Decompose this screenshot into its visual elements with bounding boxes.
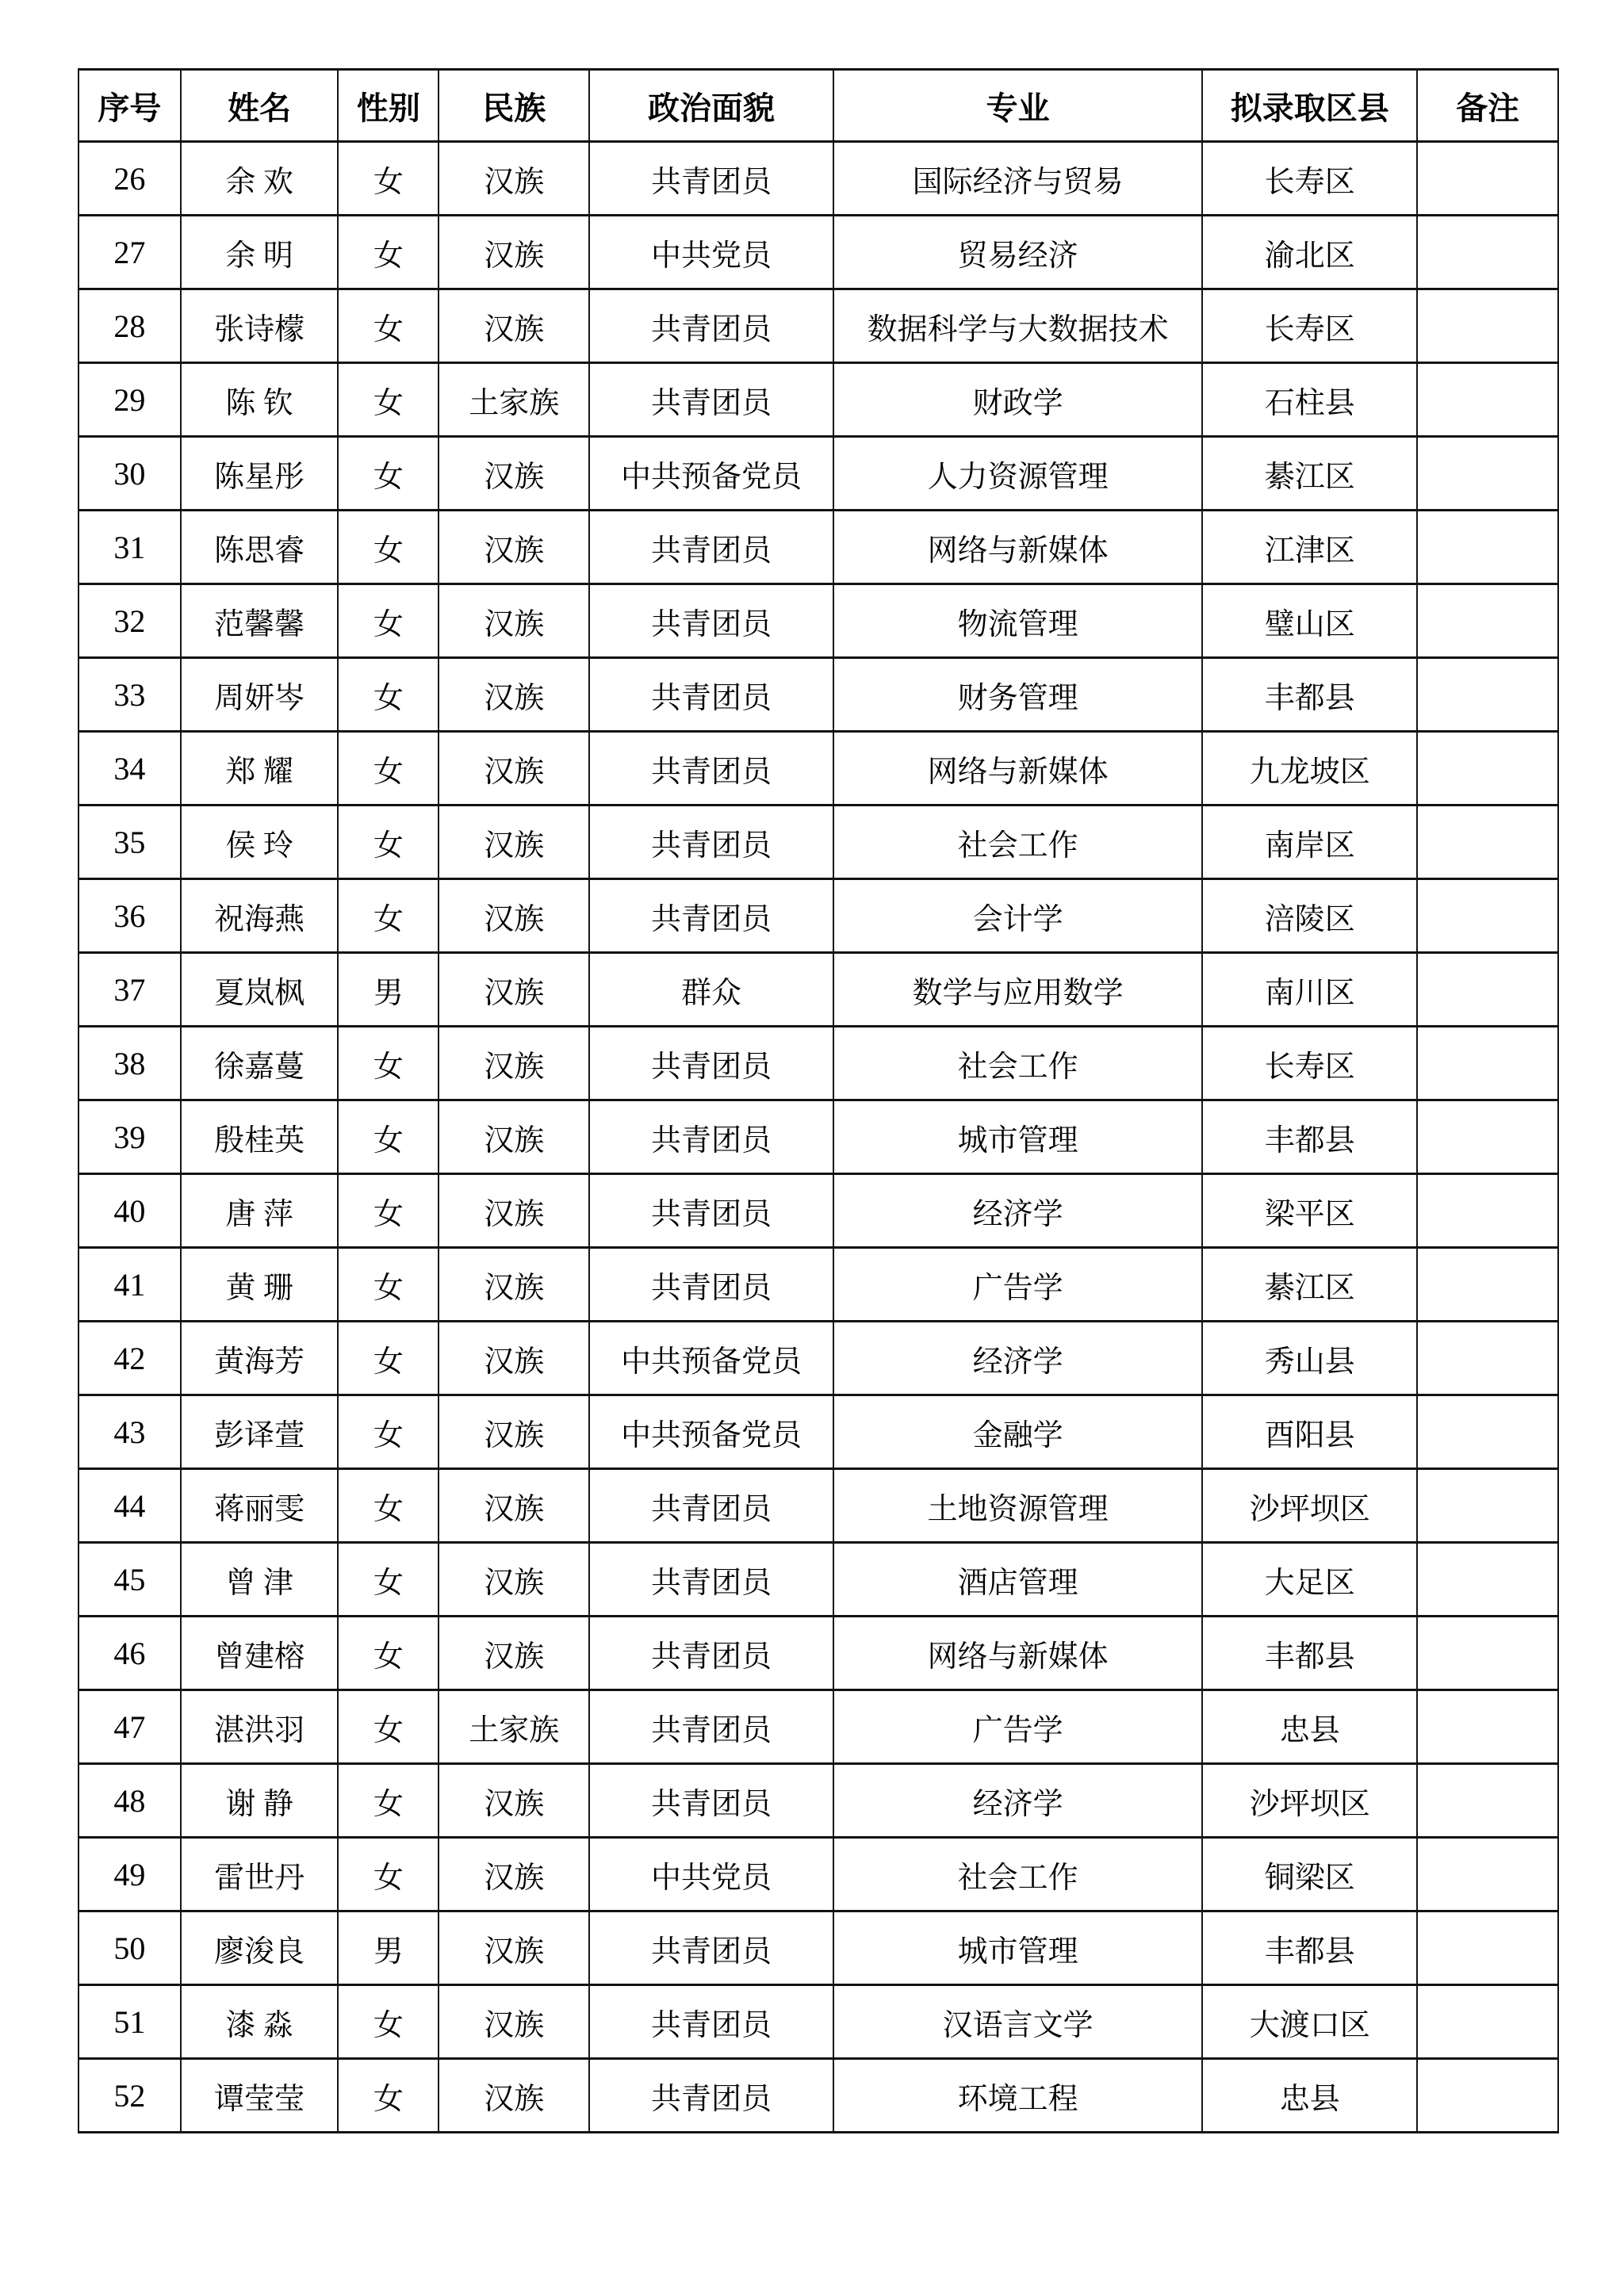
cell-political: 群众 xyxy=(589,953,833,1027)
cell-district: 长寿区 xyxy=(1202,1027,1417,1100)
cell-gender: 女 xyxy=(338,1395,439,1469)
cell-ethnicity: 汉族 xyxy=(439,806,589,879)
cell-major: 网络与新媒体 xyxy=(833,732,1203,806)
cell-political: 共青团员 xyxy=(589,1543,833,1617)
cell-district: 丰都县 xyxy=(1202,658,1417,732)
table-row xyxy=(79,1838,1558,1911)
table-row xyxy=(79,2059,1558,2133)
table-body xyxy=(79,142,1558,2133)
cell-remark xyxy=(1417,806,1558,879)
cell-remark xyxy=(1417,1100,1558,1174)
cell-no: 39 xyxy=(79,1100,181,1174)
cell-gender: 女 xyxy=(338,1248,439,1322)
cell-no: 51 xyxy=(79,1985,181,2059)
cell-district: 璧山区 xyxy=(1202,584,1417,658)
cell-no: 26 xyxy=(79,142,181,216)
cell-remark xyxy=(1417,732,1558,806)
cell-gender: 女 xyxy=(338,658,439,732)
table-row xyxy=(79,1248,1558,1322)
cell-ethnicity: 汉族 xyxy=(439,953,589,1027)
cell-political: 共青团员 xyxy=(589,1174,833,1248)
cell-major: 酒店管理 xyxy=(833,1543,1203,1617)
cell-major: 广告学 xyxy=(833,1248,1203,1322)
cell-major: 社会工作 xyxy=(833,1027,1203,1100)
cell-political: 中共预备党员 xyxy=(589,437,833,511)
cell-ethnicity: 土家族 xyxy=(439,363,589,437)
cell-gender: 女 xyxy=(338,2059,439,2133)
cell-no: 34 xyxy=(79,732,181,806)
cell-remark xyxy=(1417,1543,1558,1617)
cell-gender: 女 xyxy=(338,1690,439,1764)
table-row xyxy=(79,1469,1558,1543)
cell-gender: 女 xyxy=(338,1617,439,1690)
cell-political: 共青团员 xyxy=(589,2059,833,2133)
cell-name: 漆 淼 xyxy=(181,1985,339,2059)
cell-gender: 女 xyxy=(338,142,439,216)
column-header-no: 序号 xyxy=(79,70,181,142)
cell-ethnicity: 汉族 xyxy=(439,1100,589,1174)
cell-gender: 男 xyxy=(338,1911,439,1985)
table-header-row xyxy=(79,70,1558,142)
table-row xyxy=(79,289,1558,363)
cell-name: 陈思睿 xyxy=(181,511,339,584)
cell-no: 52 xyxy=(79,2059,181,2133)
table-row xyxy=(79,806,1558,879)
table-row xyxy=(79,437,1558,511)
cell-no: 41 xyxy=(79,1248,181,1322)
cell-district: 铜梁区 xyxy=(1202,1838,1417,1911)
cell-major: 广告学 xyxy=(833,1690,1203,1764)
cell-name: 曾建榕 xyxy=(181,1617,339,1690)
table-row xyxy=(79,658,1558,732)
cell-gender: 女 xyxy=(338,1469,439,1543)
cell-gender: 女 xyxy=(338,216,439,289)
cell-no: 45 xyxy=(79,1543,181,1617)
cell-remark xyxy=(1417,437,1558,511)
cell-major: 经济学 xyxy=(833,1764,1203,1838)
cell-gender: 女 xyxy=(338,1985,439,2059)
cell-district: 忠县 xyxy=(1202,1690,1417,1764)
cell-name: 陈星彤 xyxy=(181,437,339,511)
table-row xyxy=(79,732,1558,806)
cell-major: 社会工作 xyxy=(833,1838,1203,1911)
cell-district: 忠县 xyxy=(1202,2059,1417,2133)
cell-no: 44 xyxy=(79,1469,181,1543)
cell-remark xyxy=(1417,1985,1558,2059)
cell-name: 徐嘉蔓 xyxy=(181,1027,339,1100)
cell-gender: 女 xyxy=(338,1322,439,1395)
cell-ethnicity: 汉族 xyxy=(439,1027,589,1100)
cell-no: 50 xyxy=(79,1911,181,1985)
cell-political: 共青团员 xyxy=(589,1764,833,1838)
cell-remark xyxy=(1417,1911,1558,1985)
cell-remark xyxy=(1417,1617,1558,1690)
cell-district: 丰都县 xyxy=(1202,1100,1417,1174)
cell-ethnicity: 汉族 xyxy=(439,1543,589,1617)
cell-political: 共青团员 xyxy=(589,1617,833,1690)
cell-district: 长寿区 xyxy=(1202,289,1417,363)
cell-name: 蒋丽雯 xyxy=(181,1469,339,1543)
cell-remark xyxy=(1417,1838,1558,1911)
cell-name: 曾 津 xyxy=(181,1543,339,1617)
cell-no: 30 xyxy=(79,437,181,511)
cell-no: 33 xyxy=(79,658,181,732)
table-row xyxy=(79,511,1558,584)
cell-district: 南川区 xyxy=(1202,953,1417,1027)
cell-gender: 女 xyxy=(338,363,439,437)
cell-gender: 女 xyxy=(338,437,439,511)
cell-district: 沙坪坝区 xyxy=(1202,1469,1417,1543)
cell-major: 汉语言文学 xyxy=(833,1985,1203,2059)
cell-no: 31 xyxy=(79,511,181,584)
cell-name: 范馨馨 xyxy=(181,584,339,658)
cell-no: 46 xyxy=(79,1617,181,1690)
cell-name: 夏岚枫 xyxy=(181,953,339,1027)
cell-major: 网络与新媒体 xyxy=(833,1617,1203,1690)
cell-gender: 女 xyxy=(338,511,439,584)
cell-ethnicity: 汉族 xyxy=(439,2059,589,2133)
cell-major: 城市管理 xyxy=(833,1100,1203,1174)
cell-ethnicity: 汉族 xyxy=(439,1617,589,1690)
cell-ethnicity: 汉族 xyxy=(439,1248,589,1322)
cell-gender: 女 xyxy=(338,584,439,658)
cell-remark xyxy=(1417,1174,1558,1248)
cell-major: 国际经济与贸易 xyxy=(833,142,1203,216)
cell-political: 共青团员 xyxy=(589,806,833,879)
cell-ethnicity: 汉族 xyxy=(439,732,589,806)
cell-name: 黄海芳 xyxy=(181,1322,339,1395)
cell-remark xyxy=(1417,1469,1558,1543)
cell-major: 会计学 xyxy=(833,879,1203,953)
cell-name: 谭莹莹 xyxy=(181,2059,339,2133)
cell-political: 中共党员 xyxy=(589,216,833,289)
admission-roster-table xyxy=(78,68,1559,2133)
cell-name: 殷桂英 xyxy=(181,1100,339,1174)
table-row xyxy=(79,879,1558,953)
cell-no: 40 xyxy=(79,1174,181,1248)
cell-remark xyxy=(1417,1690,1558,1764)
cell-political: 共青团员 xyxy=(589,879,833,953)
cell-major: 社会工作 xyxy=(833,806,1203,879)
cell-gender: 女 xyxy=(338,1543,439,1617)
cell-remark xyxy=(1417,2059,1558,2133)
table-row xyxy=(79,1985,1558,2059)
cell-major: 数学与应用数学 xyxy=(833,953,1203,1027)
cell-name: 余 明 xyxy=(181,216,339,289)
column-header-ethnicity: 民族 xyxy=(439,70,589,142)
cell-district: 长寿区 xyxy=(1202,142,1417,216)
cell-political: 共青团员 xyxy=(589,732,833,806)
cell-gender: 女 xyxy=(338,1838,439,1911)
cell-name: 侯 玲 xyxy=(181,806,339,879)
cell-ethnicity: 汉族 xyxy=(439,1764,589,1838)
table-row xyxy=(79,1027,1558,1100)
cell-remark xyxy=(1417,289,1558,363)
cell-ethnicity: 汉族 xyxy=(439,289,589,363)
table-row xyxy=(79,363,1558,437)
cell-major: 金融学 xyxy=(833,1395,1203,1469)
cell-major: 城市管理 xyxy=(833,1911,1203,1985)
cell-remark xyxy=(1417,584,1558,658)
cell-remark xyxy=(1417,658,1558,732)
cell-remark xyxy=(1417,1395,1558,1469)
cell-gender: 女 xyxy=(338,1100,439,1174)
cell-political: 共青团员 xyxy=(589,1100,833,1174)
cell-district: 大渡口区 xyxy=(1202,1985,1417,2059)
cell-ethnicity: 汉族 xyxy=(439,1985,589,2059)
cell-political: 共青团员 xyxy=(589,363,833,437)
cell-name: 郑 耀 xyxy=(181,732,339,806)
cell-district: 丰都县 xyxy=(1202,1617,1417,1690)
cell-political: 共青团员 xyxy=(589,1985,833,2059)
cell-remark xyxy=(1417,953,1558,1027)
cell-no: 43 xyxy=(79,1395,181,1469)
cell-ethnicity: 汉族 xyxy=(439,1911,589,1985)
cell-no: 29 xyxy=(79,363,181,437)
cell-district: 秀山县 xyxy=(1202,1322,1417,1395)
table-row xyxy=(79,142,1558,216)
cell-name: 湛洪羽 xyxy=(181,1690,339,1764)
cell-no: 49 xyxy=(79,1838,181,1911)
cell-major: 经济学 xyxy=(833,1322,1203,1395)
cell-ethnicity: 汉族 xyxy=(439,1395,589,1469)
cell-remark xyxy=(1417,1764,1558,1838)
column-header-political: 政治面貌 xyxy=(589,70,833,142)
cell-gender: 男 xyxy=(338,953,439,1027)
cell-ethnicity: 汉族 xyxy=(439,216,589,289)
table-row xyxy=(79,1617,1558,1690)
cell-major: 物流管理 xyxy=(833,584,1203,658)
column-header-remark: 备注 xyxy=(1417,70,1558,142)
cell-gender: 女 xyxy=(338,732,439,806)
cell-political: 共青团员 xyxy=(589,1690,833,1764)
cell-district: 九龙坡区 xyxy=(1202,732,1417,806)
cell-district: 酉阳县 xyxy=(1202,1395,1417,1469)
cell-ethnicity: 汉族 xyxy=(439,1322,589,1395)
cell-gender: 女 xyxy=(338,1764,439,1838)
cell-political: 共青团员 xyxy=(589,1248,833,1322)
cell-district: 丰都县 xyxy=(1202,1911,1417,1985)
cell-remark xyxy=(1417,142,1558,216)
cell-political: 共青团员 xyxy=(589,511,833,584)
table-row xyxy=(79,1543,1558,1617)
cell-district: 綦江区 xyxy=(1202,1248,1417,1322)
table-row xyxy=(79,1395,1558,1469)
cell-major: 环境工程 xyxy=(833,2059,1203,2133)
table-row xyxy=(79,1911,1558,1985)
cell-no: 37 xyxy=(79,953,181,1027)
cell-ethnicity: 汉族 xyxy=(439,879,589,953)
column-header-name: 姓名 xyxy=(181,70,339,142)
table-row xyxy=(79,1100,1558,1174)
cell-name: 周妍岑 xyxy=(181,658,339,732)
cell-political: 共青团员 xyxy=(589,1911,833,1985)
cell-remark xyxy=(1417,1248,1558,1322)
table-row xyxy=(79,1322,1558,1395)
table-row xyxy=(79,1690,1558,1764)
cell-district: 涪陵区 xyxy=(1202,879,1417,953)
cell-district: 沙坪坝区 xyxy=(1202,1764,1417,1838)
cell-gender: 女 xyxy=(338,879,439,953)
cell-no: 28 xyxy=(79,289,181,363)
cell-major: 经济学 xyxy=(833,1174,1203,1248)
cell-remark xyxy=(1417,216,1558,289)
cell-ethnicity: 汉族 xyxy=(439,584,589,658)
table-row xyxy=(79,584,1558,658)
table-row xyxy=(79,1764,1558,1838)
cell-district: 大足区 xyxy=(1202,1543,1417,1617)
cell-ethnicity: 汉族 xyxy=(439,142,589,216)
cell-major: 财政学 xyxy=(833,363,1203,437)
cell-name: 廖浚良 xyxy=(181,1911,339,1985)
cell-major: 财务管理 xyxy=(833,658,1203,732)
cell-name: 陈 钦 xyxy=(181,363,339,437)
cell-ethnicity: 土家族 xyxy=(439,1690,589,1764)
cell-political: 共青团员 xyxy=(589,658,833,732)
table-row xyxy=(79,953,1558,1027)
cell-no: 27 xyxy=(79,216,181,289)
cell-district: 綦江区 xyxy=(1202,437,1417,511)
cell-major: 人力资源管理 xyxy=(833,437,1203,511)
cell-remark xyxy=(1417,363,1558,437)
cell-major: 贸易经济 xyxy=(833,216,1203,289)
cell-ethnicity: 汉族 xyxy=(439,1838,589,1911)
cell-remark xyxy=(1417,1027,1558,1100)
cell-no: 36 xyxy=(79,879,181,953)
cell-ethnicity: 汉族 xyxy=(439,437,589,511)
cell-remark xyxy=(1417,1322,1558,1395)
cell-name: 雷世丹 xyxy=(181,1838,339,1911)
cell-district: 江津区 xyxy=(1202,511,1417,584)
cell-no: 32 xyxy=(79,584,181,658)
cell-political: 中共预备党员 xyxy=(589,1322,833,1395)
cell-ethnicity: 汉族 xyxy=(439,1469,589,1543)
cell-name: 祝海燕 xyxy=(181,879,339,953)
cell-remark xyxy=(1417,511,1558,584)
cell-no: 35 xyxy=(79,806,181,879)
column-header-major: 专业 xyxy=(833,70,1203,142)
cell-ethnicity: 汉族 xyxy=(439,658,589,732)
column-header-district: 拟录取区县 xyxy=(1202,70,1417,142)
cell-political: 共青团员 xyxy=(589,584,833,658)
cell-district: 梁平区 xyxy=(1202,1174,1417,1248)
cell-gender: 女 xyxy=(338,806,439,879)
cell-major: 网络与新媒体 xyxy=(833,511,1203,584)
table-row xyxy=(79,216,1558,289)
cell-no: 48 xyxy=(79,1764,181,1838)
cell-gender: 女 xyxy=(338,289,439,363)
column-header-gender: 性别 xyxy=(338,70,439,142)
cell-name: 彭译萱 xyxy=(181,1395,339,1469)
cell-name: 余 欢 xyxy=(181,142,339,216)
cell-no: 47 xyxy=(79,1690,181,1764)
cell-political: 中共预备党员 xyxy=(589,1395,833,1469)
cell-no: 42 xyxy=(79,1322,181,1395)
cell-name: 黄 珊 xyxy=(181,1248,339,1322)
table-header xyxy=(79,70,1558,142)
cell-no: 38 xyxy=(79,1027,181,1100)
cell-name: 唐 萍 xyxy=(181,1174,339,1248)
cell-ethnicity: 汉族 xyxy=(439,1174,589,1248)
cell-political: 共青团员 xyxy=(589,289,833,363)
table-row xyxy=(79,1174,1558,1248)
cell-political: 共青团员 xyxy=(589,1469,833,1543)
cell-gender: 女 xyxy=(338,1027,439,1100)
cell-district: 石柱县 xyxy=(1202,363,1417,437)
cell-ethnicity: 汉族 xyxy=(439,511,589,584)
cell-remark xyxy=(1417,879,1558,953)
cell-political: 中共党员 xyxy=(589,1838,833,1911)
cell-name: 谢 静 xyxy=(181,1764,339,1838)
cell-district: 南岸区 xyxy=(1202,806,1417,879)
cell-name: 张诗檬 xyxy=(181,289,339,363)
cell-gender: 女 xyxy=(338,1174,439,1248)
cell-political: 共青团员 xyxy=(589,142,833,216)
cell-political: 共青团员 xyxy=(589,1027,833,1100)
cell-district: 渝北区 xyxy=(1202,216,1417,289)
cell-major: 数据科学与大数据技术 xyxy=(833,289,1203,363)
cell-major: 土地资源管理 xyxy=(833,1469,1203,1543)
